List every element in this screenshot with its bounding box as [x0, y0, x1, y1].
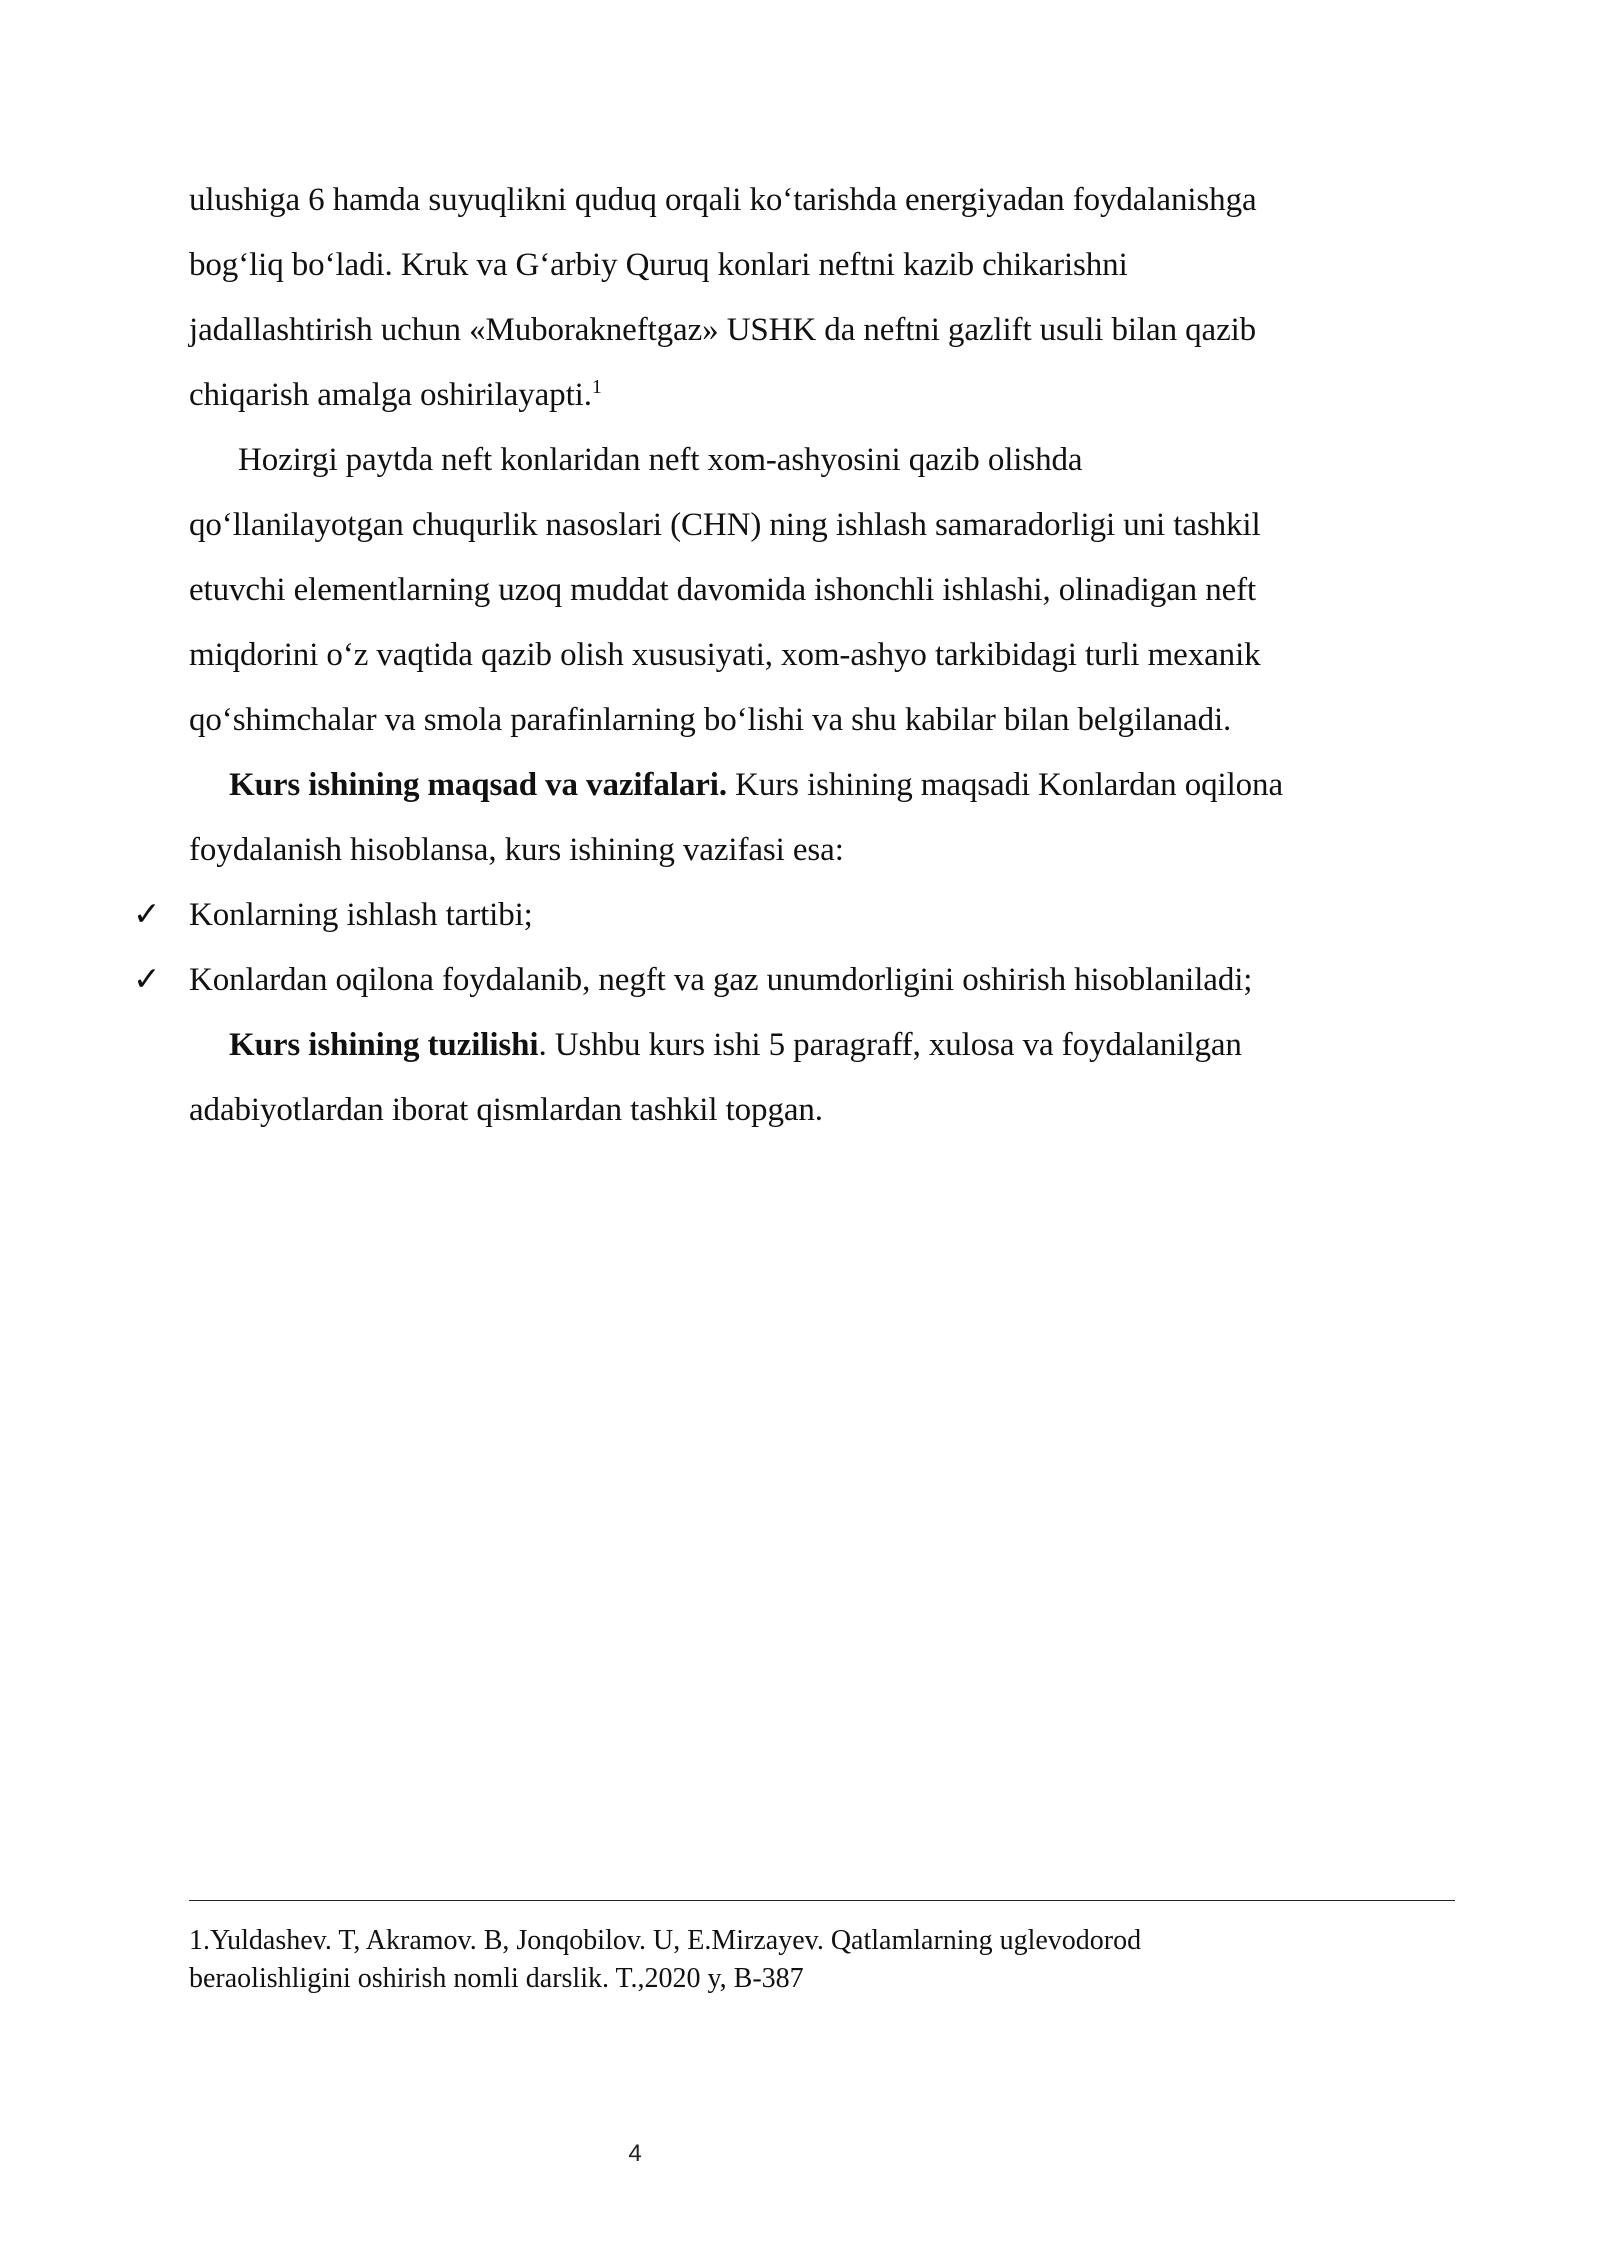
check-icon: ✓ — [133, 962, 161, 998]
text-fragment: Kurs ishining maqsadi Konlardan oqilona — [727, 767, 1284, 803]
check-icon: ✓ — [133, 897, 161, 933]
page-number: 4 — [628, 2140, 642, 2167]
text-line: foydalanish hisoblansa, kurs ishining vazifasi esa: — [189, 832, 844, 868]
list-item-text: Konlardan oqilona foydalanib, negft va gaz unumdorligini oshirish hisoblaniladi; — [189, 962, 1253, 998]
list-item — [133, 948, 1483, 1013]
text-line: jadallashtirish uchun «Muborakneftgaz» USHK da neftni gazlift usuli bilan qazib — [189, 312, 1257, 348]
text-line: ulushiga 6 hamda suyuqlikni quduq orqali ko‘tarishda energiyadan foydalanishga — [189, 182, 1257, 218]
footnote — [189, 1922, 1455, 1998]
text-fragment: . Ushbu kurs ishi 5 paragraff, xulosa va foydalanilgan — [538, 1027, 1242, 1063]
text-line: qo‘shimchalar va smola parafinlarning bo‘lishi va shu kabilar bilan belgilanadi. — [189, 702, 1232, 738]
footnote-line: beraolishligini oshirish nomli darslik. T.,2020 y, B-387 — [189, 1963, 804, 1994]
footnote-line: 1.Yuldashev. T, Akramov. B, Jonqobilov. U, E.Mirzayev. Qatlamlarning uglevodorod — [189, 1925, 1142, 1956]
section-heading: Kurs ishining maqsad va vazifalari. — [229, 767, 727, 803]
text-line: adabiyotlardan iborat qismlardan tashkil topgan. — [189, 1092, 823, 1128]
text-fragment: chiqarish amalga oshirilayapti. — [189, 377, 592, 413]
text-line — [189, 428, 1459, 493]
section-heading: Kurs ishining tuzilishi — [229, 1027, 539, 1063]
footnote-divider — [189, 1900, 1455, 1901]
text-fragment: Hozirgi paytda neft konlaridan neft xom-ashyosini qazib olishda — [238, 442, 1083, 478]
text-line — [189, 753, 1459, 818]
text-line: bog‘liq bo‘ladi. Kruk va G‘arbiy Quruq konlari neftni kazib chikarishni — [189, 247, 1128, 283]
text-line: etuvchi elementlarning uzoq muddat davomida ishonchli ishlashi, olinadigan neft — [189, 572, 1257, 608]
text-line — [189, 1013, 1459, 1078]
list-item-text: Konlarning ishlash tartibi; — [189, 897, 533, 933]
text-line — [189, 363, 1459, 428]
text-line: miqdorini o‘z vaqtida qazib olish xususiyati, xom-ashyo tarkibidagi turli mexanik — [189, 637, 1261, 673]
footnote-reference: 1 — [591, 376, 602, 398]
list-item — [133, 883, 1483, 948]
text-line: qo‘llanilayotgan chuqurlik nasoslari (CHN) ning ishlash samaradorligi uni tashkil — [189, 507, 1261, 543]
